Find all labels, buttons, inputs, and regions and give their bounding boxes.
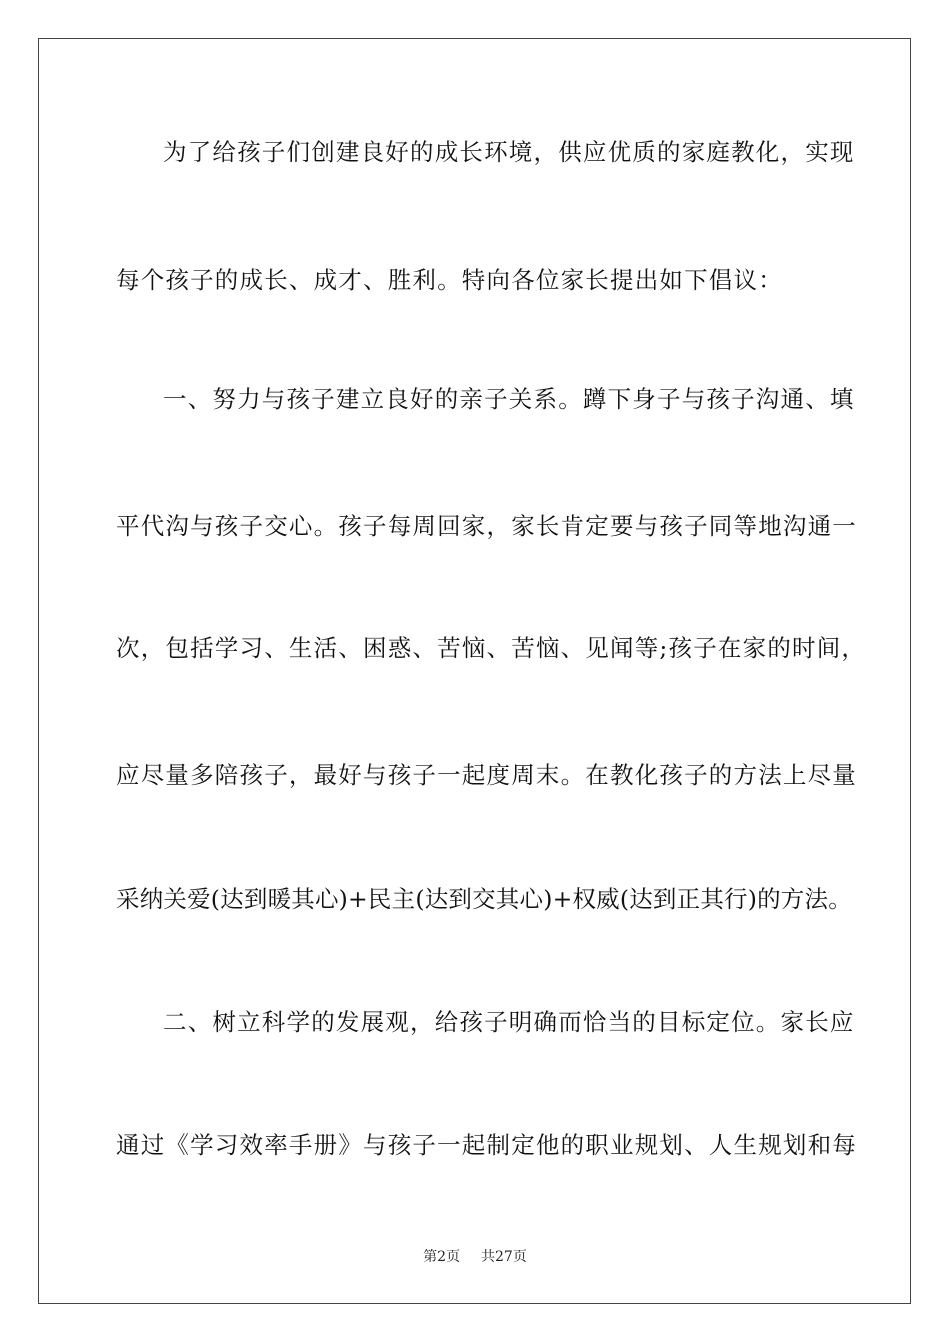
paragraph-line: 应尽量多陪孩子，最好与孩子一起度周末。在教化孩子的方法上尽量 [116,761,857,789]
paragraph-line: 每个孩子的成长、成才、胜利。特向各位家长提出如下倡议： [116,266,783,294]
paragraph-line: 通过《学习效率手册》与孩子一起制定他的职业规划、人生规划和每 [116,1131,857,1159]
page-footer [0,1248,950,1266]
paragraph-line: 为了给孩子们创建良好的成长环境，供应优质的家庭教化，实现 [163,138,855,166]
paragraph-line: 次，包括学习、生活、困惑、苦恼、苦恼、见闻等;孩子在家的时间， [116,634,867,662]
paragraph-line: 采纳关爱(达到暖其心)+民主(达到交其心)+权威(达到正其行)的方法。 [116,885,852,913]
paragraph-line: 二、树立科学的发展观，给孩子明确而恰当的目标定位。家长应 [163,1008,855,1036]
paragraph-line: 一、努力与孩子建立良好的亲子关系。蹲下身子与孩子沟通、填 [163,385,855,413]
page-border [38,38,911,1304]
current-page-number: 第2页 [423,1249,461,1265]
total-page-count: 共27页 [481,1249,527,1265]
paragraph-line: 平代沟与孩子交心。孩子每周回家，家长肯定要与孩子同等地沟通一 [116,512,857,540]
